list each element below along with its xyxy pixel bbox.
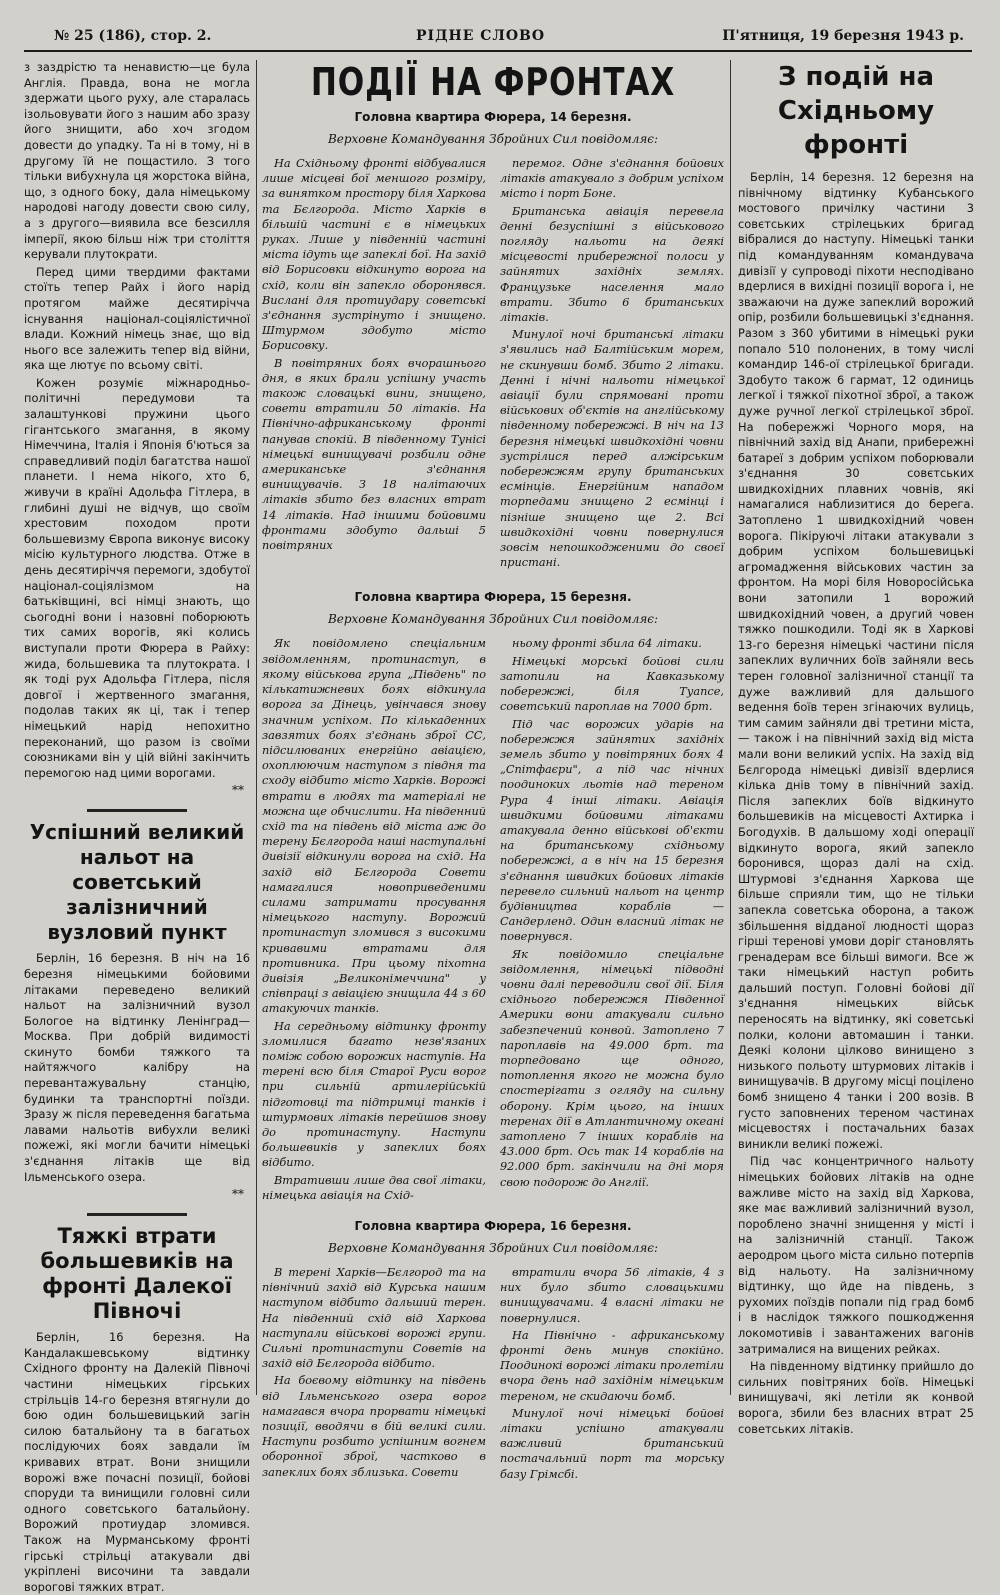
report-14-left — [262, 156, 486, 572]
report-16-left — [262, 1265, 486, 1484]
report-paragraph: Під час ворожих ударів на побережжя зайнятих західніх земель збито у повітряних боях 4 „Спітфаєри", а під час нічних поодиноких льотів над тереном Рура 4 інші літаки. Авіація швидкими бойовими літаками атакувала денно військові об'єкти на британському східньому побережжі, а в ніч на 15 березня з'єднання швидких бойових літаків перевело сильний нальот на центр будівництва кораблів — Сандерленд. Один власний літак не повернувся. — [500, 717, 724, 944]
article-paragraph: На південному відтинку прийшло до сильних повітряних боїв. Німецькі винищувачі, які летіли як конвой ворога, збили без власних втрат 25 советських літаків. — [738, 1359, 974, 1436]
article-continuation: з заздрістю та ненавистю—це була Англія. Правда, вона не могла здержати цього руху, але старалась ізольовувати його з нашим або зразу його знищити, або хоч згодом довести до упадку. Та ні в тому, ні в другому їй не пощастило. З того тільки вибухнула ця жорстока війна, що, з одного боку, дала німецькому народові нагоду довести свою силу, а з другого—виявила все безсилля імперії, якою більш ніж три століття керували плутократи. — [24, 60, 250, 262]
report-paragraph: Минулої ночі німецькі бойові літаки успішно атакували важливий британський постачальний порт та морську базу Грімсбі. — [500, 1406, 724, 1481]
report-paragraph: Минулої ночі британські літаки з'явились над Балтійським морем, не скинувши бомб. Збито 2 літаки. Денні і нічні нальоти німецької авіації були спрямовані проти військових об'єктів на англійському південному побережжі. В ніч на 13 березня німецькі швидкохідні човни зустрілися перед алжірським побережжям групу британських есмінців. Енергійним нападом торпедами знищено 2 есмінці і пізніше знищено ще 2. Всі швидкохідні човни повернулися зовсім непошкодженими до своєї пристані. — [500, 328, 724, 570]
article-paragraph: Кожен розуміє міжнародньо-політичні передумови та залаштункові пружини цього гігантського змагання, в якому Німеччина, Італія і Японія б'ються за справедливий поділ багатства нашої планети. І нема нікого, хто б, живучи в країні Адольфа Гітлера, в глибині душі не відчув, що своїм хрестовим походом проти большевизму Європа виконує високу місію культурного людства. Отже в день десятиріччя перемоги, здобутої націонал-соціялізмом на батьківщині, всі німці знають, що сьогодні вони і назовні поборюють тих самих ворогів, які колись виступали проти Фюрера в Райху: жида, большевика та плутократа. І як тоді рух Адольфа Гітлера, після довгої і жертвенного змагання, подолав таких як ці, так і тепер німецький нарід непохитно переконаний, що разом із своїми союзниками він у цій війні закінчить перемогою над цими ворогами. — [24, 375, 250, 780]
article-railway-raid: Берлін, 16 березня. В ніч на 16 березня німецькими бойовими літаками переведено великий нальот на залізничний вузол Бологое на відтинку Ленінград—Москва. При добрій видимості скинуто бомби тяжкого та найтяжчого калібру на перевантажувальну станцію, будинки та транспортні поїзди. Зразу ж після переведення багатьма лавами нальотів вибухли великі пожежі, які могли бачити німецькі з'єднання літаків ще від Ільменського озера. — [24, 951, 250, 1184]
report-15-left — [262, 636, 486, 1205]
report-paragraph: Як повідомило спеціальне звідомлення, німецькі підводні човни далі переводили свої дії. Біля східнього побережжя Південної Америки вони атакували сильно забезпечений конвой. Затоплено 7 пароплавів на 49.000 брт. та торпедовано ще одного, потоплення якого не можна було спостерігати з огляду на сильну оборону. Крім цього, на інших теренах дії в Атлантичному океані затоплено 7 інших кораблів на 43.000 брт. Ось так 14 кораблів на 92.000 брт. закінчили на дні моря свою подорож до Англії. — [500, 947, 724, 1189]
article-far-north: Берлін, 16 березня. На Кандалакшевському відтинку Східного фронту на Далекій Півночі частини німецьких гірських стрільців 14-го березня втягнули до бою один большевицький загін силою батальйону та в багатьох послідуючих боях завдали їм кривавих втрат. Вони знищили ворожі вже почасні позиції, бойові споруди та винищили головні сили одного совєтського батальйону. Ворожий протиудар зломився. Також на Мурманському фронті гірські стрільці атакували дві укріплені височини та завдали ворогові тяжких втрат. — [24, 1330, 250, 1594]
masthead — [24, 28, 972, 52]
report-paragraph: ньому фронті збила 64 літаки. — [512, 637, 702, 651]
report-16-right — [500, 1265, 724, 1484]
article-paragraph: Перед цими твердими фактами стоїть тепер Райх і його нарід протягом майже десятирічча існування націонал-соціялістичної влади. Кожний німець знає, що від нього все залежить тепер від війни, яка ще лютує по всьому світі. — [24, 264, 250, 373]
headline-railway-raid: Успішний великий нальот на советський залізничний вузловий пункт — [29, 820, 245, 945]
report-14-right — [500, 156, 724, 572]
headline-eastern-front: З подій на Східньому фронті — [777, 62, 935, 160]
issue-number: № 25 (186), стор. 2. — [54, 28, 212, 44]
article-paragraph: Берлін, 14 березня. 12 березня на північному відтинку Кубанського мостового причілку частини 3 совєтських стрілецьких бригад вібралися до наступу. Німецькі танки під командуванням командувача дивізії у супроводі піхоти несподівано вдерлися в вихідні позиції ворога і, не зважаючи на дуже запеклий ворожий опір, розбили большевицькі з'єднання. Разом з 360 убитими в німецькі руки попало 510 полонених, в тому числі командир 146-ої стрілецької бригади. Здобуто також 6 гармат, 12 одиниць легкої і тяжкої піхотної зброї, а також дуже ручної легкої стрілецької зброї. На побережжі Чорного моря, на північний захід від Анапи, прибережні батареї з добрим успіхом поборювали з'єднання 30 совєтських швидкохідних плавних човнів, які намагалися наблизитися до берега. Затоплено 1 швидкохідний човен ворога. Пікіруючі літаки атакували з добрим успіхом большевицькі агромадження військових частин за фронтом. На морі біля Новоросійська вони затопили 1 ворожий швидкохідний човен, а другий човен тяжко пошкодили. Тоді як в Харкові 13-го березня німецькі частини після запеклих вуличних боїв зайняли весь терен головної залізничної станції та дуже важливий для дальшого ведення боїв терен згінаючих вулиць, тим самим зайняли дві третини міста, — також і на північний захід від міста мали вони великий успіх. На захід від Бєлгорода німецькі дивізії вдерлися кілька днів тому в північний захід. Після запеклих боїв відкинуто большевиків на місцевості Ахтирка і Богодухів. В дальшому ході операції відкинуто ворога, який запекло боронився, щораз далі на схід. Штурмові з'єднання Харкова ще більше сприяли тим, що не тільки запекла советська оборона, а також збільшення відданої людності щораз гірші теренові умови доріг становлять гренадерам все більші вимоги. Все ж таки німецький наступ робить дальший поступ. Головні бойові дії з'єднання німецьких військ переносять на відтинку, які советські полки, колони автомашин і танки. Деякі колони цілково винищено з низького польоту штурмових літаків і винищувачів. В другому місці поцілено бомб знищено 4 танки і 200 возів. В густо заповнених тереном частинах місцевостях і постачальних базах виникли великі пожежі. — [738, 170, 974, 1151]
report-15-right — [500, 636, 724, 1205]
report-paragraph: На Північно - африканському фронті день минув спокійно. Поодинокі ворожі літаки пролетіли вчора день над західнім німецьким тереном, не скидаючи бомб. — [500, 1328, 724, 1403]
column-rule — [730, 60, 731, 1395]
separator-line — [87, 809, 187, 812]
report-paragraph: Британська авіація перевела денні безуспішні з військового погляду нальоти на деякі місцевості прибережної полоси у зайнятих західніх землях. Французьке населення мало втрати. Збито 6 британських літаків. — [500, 204, 724, 325]
report-paragraph: втратили вчора 56 літаків, 4 з них було збито словацькими винищувачами. 4 власні літаки не повернулися. — [500, 1266, 724, 1325]
report-15-march — [262, 636, 724, 1205]
report-paragraph: перемог. Одне з'єднання бойових літаків атакувало з добрим успіхом місто і порт Боне. — [500, 157, 724, 201]
separator-line — [87, 1213, 187, 1216]
hq-dateline-15: Головна квартира Фюрера, 15 березня. — [354, 590, 632, 605]
report-paragraph: Як повідомлено спеціальним звідомленням, протинаступ, в якому військова група „Південь" по кількатижневих боях відкинула ворога за Дінець, увінчався знову значним успіхом. По кількаденних завзятих боях з'єднань зброї СС, підсилюваних енергійно авіацією, охоплюючим наступом з півдня та сходу відбито місто Харків. Ворожі втрати в людях та матеріалі не можна ще обчислити. На південний схід та на південь від міста аж до терену Бєлгорода наші наступальні дивізії відкинули ворога на схід. На захід від Бєлгорода Совети намагалися новоприведеними силами затримати просування німецького наступу. Ворожий протинаступ зломився з високими кривавими втратами для противника. При цьому піхотна дивізія „Великонімеччина" у співпраці з авіацією знищила 44 з 60 атакуючих танків. — [262, 637, 486, 1016]
article-paragraph: Під час концентричного нальоту німецьких бойових літаків на одне важливе місто на захід від Харкова, яке має важливий залізничний вузол, пороблено значні знищення у місті і на залізничній станції. Також аеродром цього міста сильно потерпів від нальоту. На залізничному відтинку, що йде на південь, з рухомих поїздів попали під град бомб і в наслідок тяжкого пошкодження локомотивів і завантажених вагонів затрималися на вищених рейках. — [738, 1154, 974, 1356]
report-paragraph: Втративши лише два свої літаки, німецька авіація на Схід- — [262, 1173, 486, 1202]
newspaper-title: РІДНЕ СЛОВО — [416, 28, 546, 44]
report-paragraph: На Східньому фронті відбувалися лише місцеві бої меншого розміру, за винятком простору біля Харкова та Бєлгорода. Місто Харків в більшій частині є в німецьких руках. Лише у південній частині міста ідуть ще запеклі бої. На захід від Борисовки відкинуто ворога на схід, коли він запекло оборонявся. Вислані для протиудару советські з'єднання зустрінуто і знищено. Штурмом здобуто місто Борисовку. — [262, 157, 486, 353]
command-announcement: Верховне Командування Збройних Сил повідомляє: — [327, 132, 659, 146]
report-paragraph: В повітряних боях вчорашнього дня, в яких брали успішну участь також словацькі вини, знищено, совети втратили 50 літаків. На Північно-африканському фронті панував спокій. В південному Тунісі німецькі винищувачі розбили одне американське з'єднання винищувачів. З 18 налітаючих літаків збито без власних втрат 14 літаків. Над іншими бойовими фронтами здобуто дальші 5 повітряних — [262, 356, 486, 553]
hq-dateline-14: Головна квартира Фюрера, 14 березня. — [354, 110, 632, 124]
middle-column — [262, 60, 724, 1481]
separator-stars: ** — [232, 783, 244, 798]
report-paragraph: Німецькі морські бойові сили затопили на Кавказькому побережжі, біля Туапсе, советський пароплав на 7000 брт. — [500, 654, 724, 714]
report-14-march — [262, 156, 724, 572]
hq-dateline-16: Головна квартира Фюрера, 16 березня. — [354, 1219, 632, 1233]
left-column — [24, 60, 250, 1594]
command-announcement: Верховне Командування Збройних Сил повідомляє: — [327, 1241, 659, 1255]
right-column — [738, 60, 974, 1436]
command-announcement: Верховне Командування Збройних Сил повідомляє: — [327, 612, 659, 627]
report-paragraph: На середньому відтинку фронту зломилися багато незв'язаних поміж собою ворожих наступів. На терені всю біля Старої Руси ворог при сильній артилерійській підготовці та підтримці танків і штурмових літаків перейшов знову до протинаступу. Наступи большевиків у запеклих боях відбито. — [262, 1019, 486, 1170]
report-16-march — [262, 1265, 724, 1484]
separator-stars: ** — [232, 1187, 244, 1202]
report-paragraph: В терені Харків—Бєлгород та на північний захід від Курська нашим наступом відбито дальший терен. На південний схід від Харкова наступали військові ворожі групи. Сильні протинаступи Советів на захід від Бєлгорода відбито. — [262, 1266, 486, 1371]
column-rule — [256, 60, 257, 1395]
main-headline: ПОДІЇ НА ФРОНТАХ — [310, 60, 676, 104]
headline-far-north: Тяжкі втрати большевиків на фронті Далекої Півночі — [40, 1224, 234, 1324]
issue-date: П'ятниця, 19 березня 1943 р. — [722, 28, 964, 44]
report-paragraph: На боєвому відтинку на південь від Ільменського озера ворог намагався вчора прорвати німецькі позиції, вводячи в бій великі сили. Наступи розбито успішним вогнем оборонної зброї, частково в запеклих боях зблизька. Совети — [262, 1374, 486, 1479]
